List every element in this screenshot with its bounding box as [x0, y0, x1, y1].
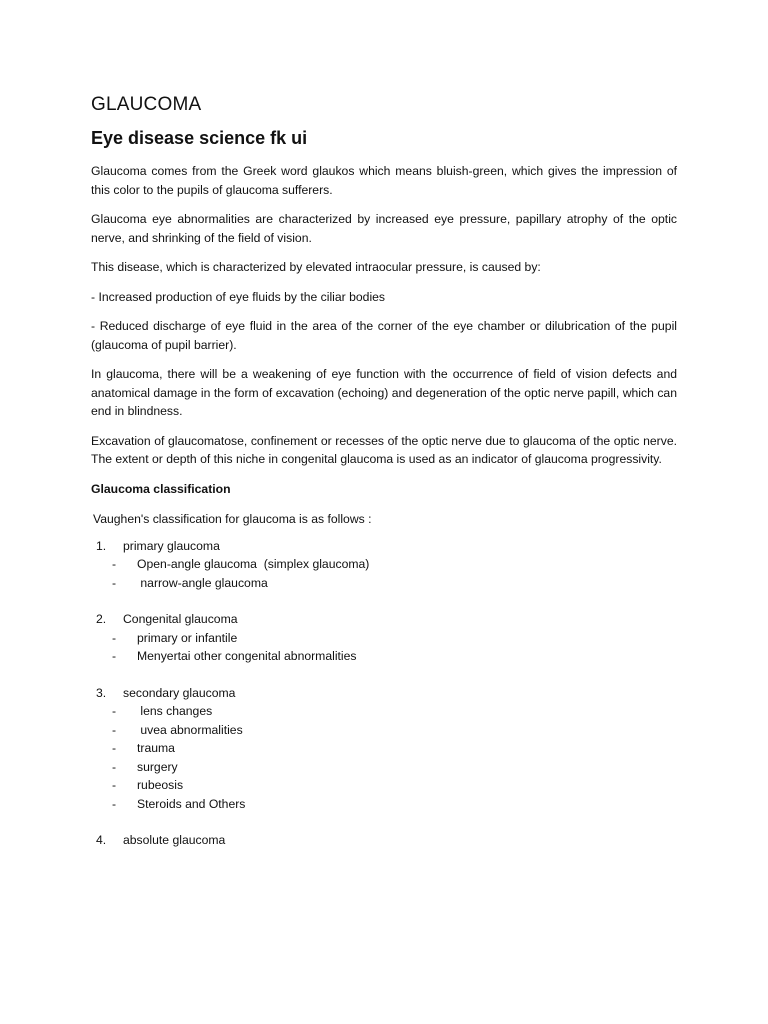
classification-subtype-label: Open-angle glaucoma (simplex glaucoma) — [137, 557, 370, 571]
dash-bullet: - — [112, 557, 117, 571]
classification-group — [91, 684, 677, 814]
classification-subtype-label: surgery — [137, 759, 178, 774]
dash-bullet: - — [112, 759, 117, 774]
classification-subtype-label: primary or infantile — [137, 630, 238, 645]
classification-subtype-list — [91, 555, 677, 592]
paragraph-cause-2: - Reduced discharge of eye fluid in the area of the corner of the eye chamber or dilubrication of the pupil (glaucoma of pupil barrier). — [91, 319, 677, 352]
classification-subtype-label: rubeosis — [137, 778, 184, 792]
classification-subtype — [91, 721, 677, 740]
classification-group — [91, 610, 677, 666]
paragraph-cause-1: - Increased production of eye fluids by the ciliar bodies — [91, 289, 386, 304]
classification-name: Congenital glaucoma — [123, 612, 238, 626]
classification-item-heading — [91, 537, 677, 556]
classification-item-heading — [91, 831, 677, 850]
dash-bullet: - — [112, 778, 117, 792]
classification-subtype — [91, 574, 677, 593]
classification-subtype-label: Steroids and Others — [137, 796, 246, 811]
classification-name: secondary glaucoma — [123, 685, 236, 700]
classification-subtype-label: trauma — [137, 741, 175, 755]
classification-subtype — [91, 555, 677, 574]
classification-subtype-label: lens changes — [137, 704, 213, 718]
classification-group — [91, 537, 677, 593]
dash-bullet: - — [112, 796, 117, 811]
dash-bullet: - — [112, 741, 117, 755]
classification-subtype-list — [91, 629, 677, 666]
classification-subtype-list — [91, 702, 677, 813]
classification-number: 1. — [96, 538, 107, 553]
document-content — [91, 94, 677, 868]
classification-subtype-label: uvea abnormalities — [137, 722, 243, 737]
classification-subtype — [91, 629, 677, 648]
classification-name: absolute glaucoma — [123, 833, 226, 847]
classification-subtype — [91, 739, 677, 758]
paragraph-excavation: Excavation of glaucomatose, confinement or recesses of the optic nerve due to glaucoma of the optic nerve. The extent or depth of this niche in congenital glaucoma is used as an indicator of glaucoma progressivity. — [91, 433, 677, 466]
document-subtitle: Eye disease science fk ui — [91, 128, 308, 148]
dash-bullet: - — [112, 704, 117, 718]
classification-name: primary glaucoma — [123, 538, 220, 553]
paragraph-etymology: Glaucoma comes from the Greek word glaukos which means bluish-green, which gives the impression of this color to the pupils of glaucoma sufferers. — [91, 164, 677, 197]
classification-subtype — [91, 795, 677, 814]
classification-subtype-label: Menyertai other congenital abnormalities — [137, 649, 357, 663]
classification-subtype — [91, 702, 677, 721]
dash-bullet: - — [112, 722, 117, 737]
classification-subtype — [91, 758, 677, 777]
classification-number: 4. — [96, 833, 107, 847]
paragraph-characteristics: Glaucoma eye abnormalities are characterized by increased eye pressure, papillary atrophy of the optic nerve, and shrinking of the field of vision. — [91, 212, 677, 245]
dash-bullet: - — [112, 630, 117, 645]
classification-subtype-label: narrow-angle glaucoma — [137, 575, 268, 590]
classification-intro: Vaughen's classification for glaucoma is as follows : — [93, 511, 372, 526]
dash-bullet: - — [112, 575, 117, 590]
classification-item-heading — [91, 610, 677, 629]
classification-subtype — [91, 776, 677, 795]
classification-number: 2. — [96, 612, 107, 626]
classification-heading: Glaucoma classification — [91, 481, 231, 496]
document-title: GLAUCOMA — [91, 94, 202, 115]
dash-bullet: - — [112, 649, 117, 663]
classification-number: 3. — [96, 685, 107, 700]
classification-subtype — [91, 647, 677, 666]
classification-list — [91, 537, 677, 850]
paragraph-causes-intro: This disease, which is characterized by elevated intraocular pressure, is caused by: — [91, 260, 541, 274]
classification-group — [91, 831, 677, 850]
classification-item-heading — [91, 684, 677, 703]
paragraph-effects: In glaucoma, there will be a weakening of eye function with the occurrence of field of vision defects and anatomical damage in the form of excavation (echoing) and degeneration of the optic nerve papill, which can end in blindness. — [91, 367, 677, 418]
